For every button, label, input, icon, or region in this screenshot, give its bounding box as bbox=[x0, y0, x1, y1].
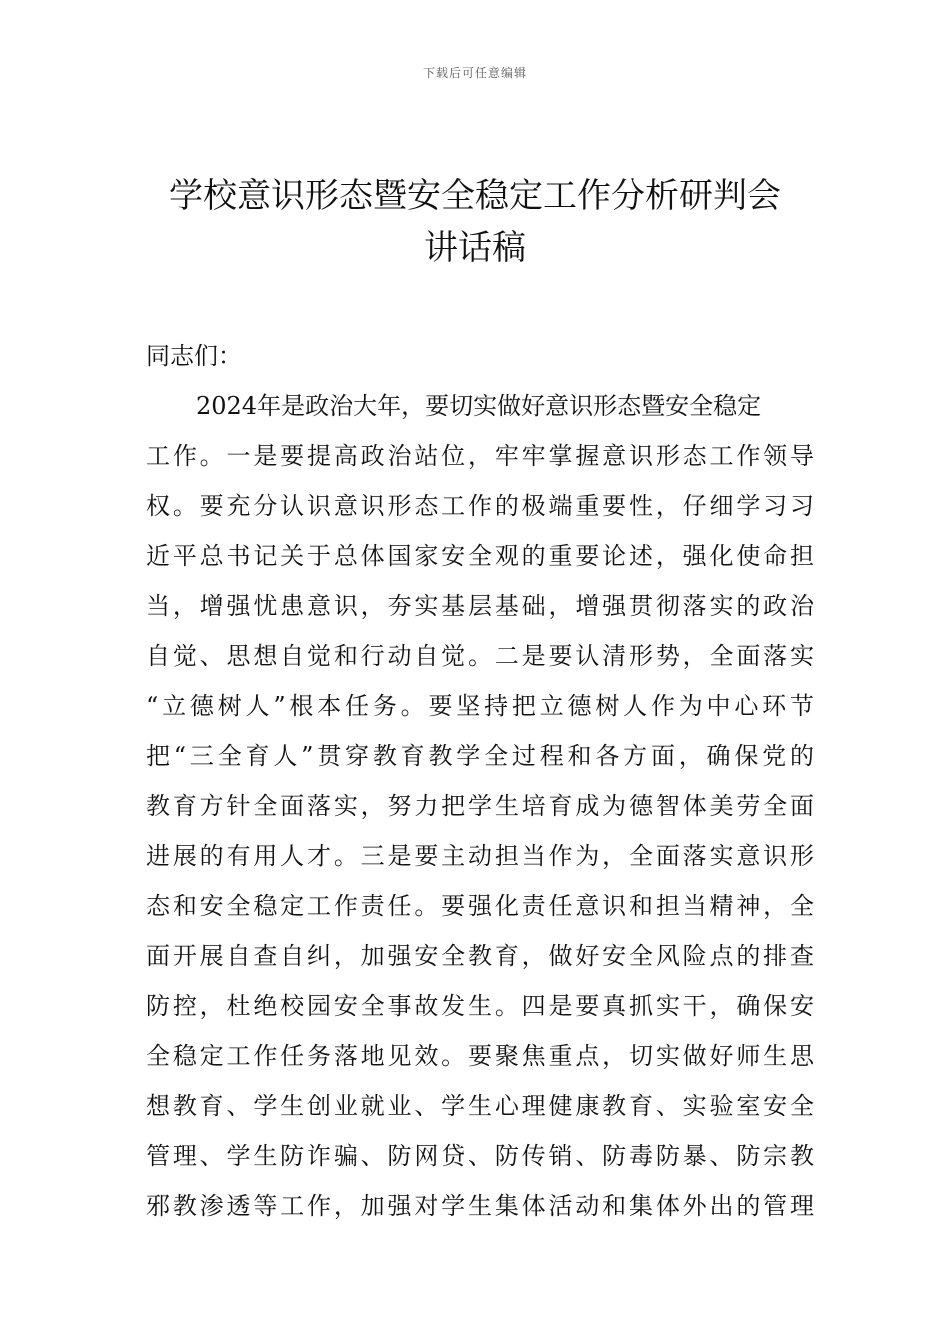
paragraph-line: 态和安全稳定工作责任。要强化责任意识和担当精神，全 bbox=[146, 892, 814, 920]
paragraph-line: 进展的有用人才。三是要主动担当作为，全面落实意识形 bbox=[146, 842, 814, 870]
paragraph-line: 工作。一是要提高政治站位，牢牢掌握意识形态工作领导 bbox=[146, 442, 814, 470]
paragraph-line: 自觉、思想自觉和行动自觉。二是要认清形势，全面落实 bbox=[146, 642, 814, 670]
paragraph-line: 全稳定工作任务落地见效。要聚焦重点，切实做好师生思 bbox=[146, 1042, 814, 1070]
header-note: 下载后可任意编辑 bbox=[422, 66, 527, 80]
paragraph-line: 管理、学生防诈骗、防网贷、防传销、防毒防暴、防宗教 bbox=[146, 1142, 814, 1170]
paragraph-line: 2024年是政治大年，要切实做好意识形态暨安全稳定 bbox=[196, 392, 762, 420]
salutation: 同志们： bbox=[146, 342, 242, 370]
title-line-1: 学校意识形态暨安全稳定工作分析研判会 bbox=[169, 176, 781, 216]
document-title bbox=[120, 170, 830, 274]
paragraph-line: 权。要充分认识意识形态工作的极端重要性，仔细学习习 bbox=[146, 492, 814, 520]
paragraph-line: “立德树人”根本任务。要坚持把立德树人作为中心环节 bbox=[146, 692, 814, 720]
speech-body bbox=[146, 331, 814, 1231]
paragraph-line: 当，增强忧患意识，夯实基层基础，增强贯彻落实的政治 bbox=[146, 592, 814, 620]
paragraph-line: 想教育、学生创业就业、学生心理健康教育、实验室安全 bbox=[146, 1092, 814, 1120]
paragraph-line: 面开展自查自纠，加强安全教育，做好安全风险点的排查 bbox=[146, 942, 814, 970]
paragraph-line: 邪教渗透等工作，加强对学生集体活动和集体外出的管理 bbox=[146, 1192, 814, 1220]
paragraph-line: 把“三全育人”贯穿教育教学全过程和各方面，确保党的 bbox=[146, 742, 814, 770]
paragraph-line: 防控，杜绝校园安全事故发生。四是要真抓实干，确保安 bbox=[146, 992, 814, 1020]
paragraph-line: 近平总书记关于总体国家安全观的重要论述，强化使命担 bbox=[146, 542, 814, 570]
paragraph-line: 教育方针全面落实，努力把学生培育成为德智体美劳全面 bbox=[146, 792, 814, 820]
title-line-2: 讲话稿 bbox=[424, 228, 526, 268]
